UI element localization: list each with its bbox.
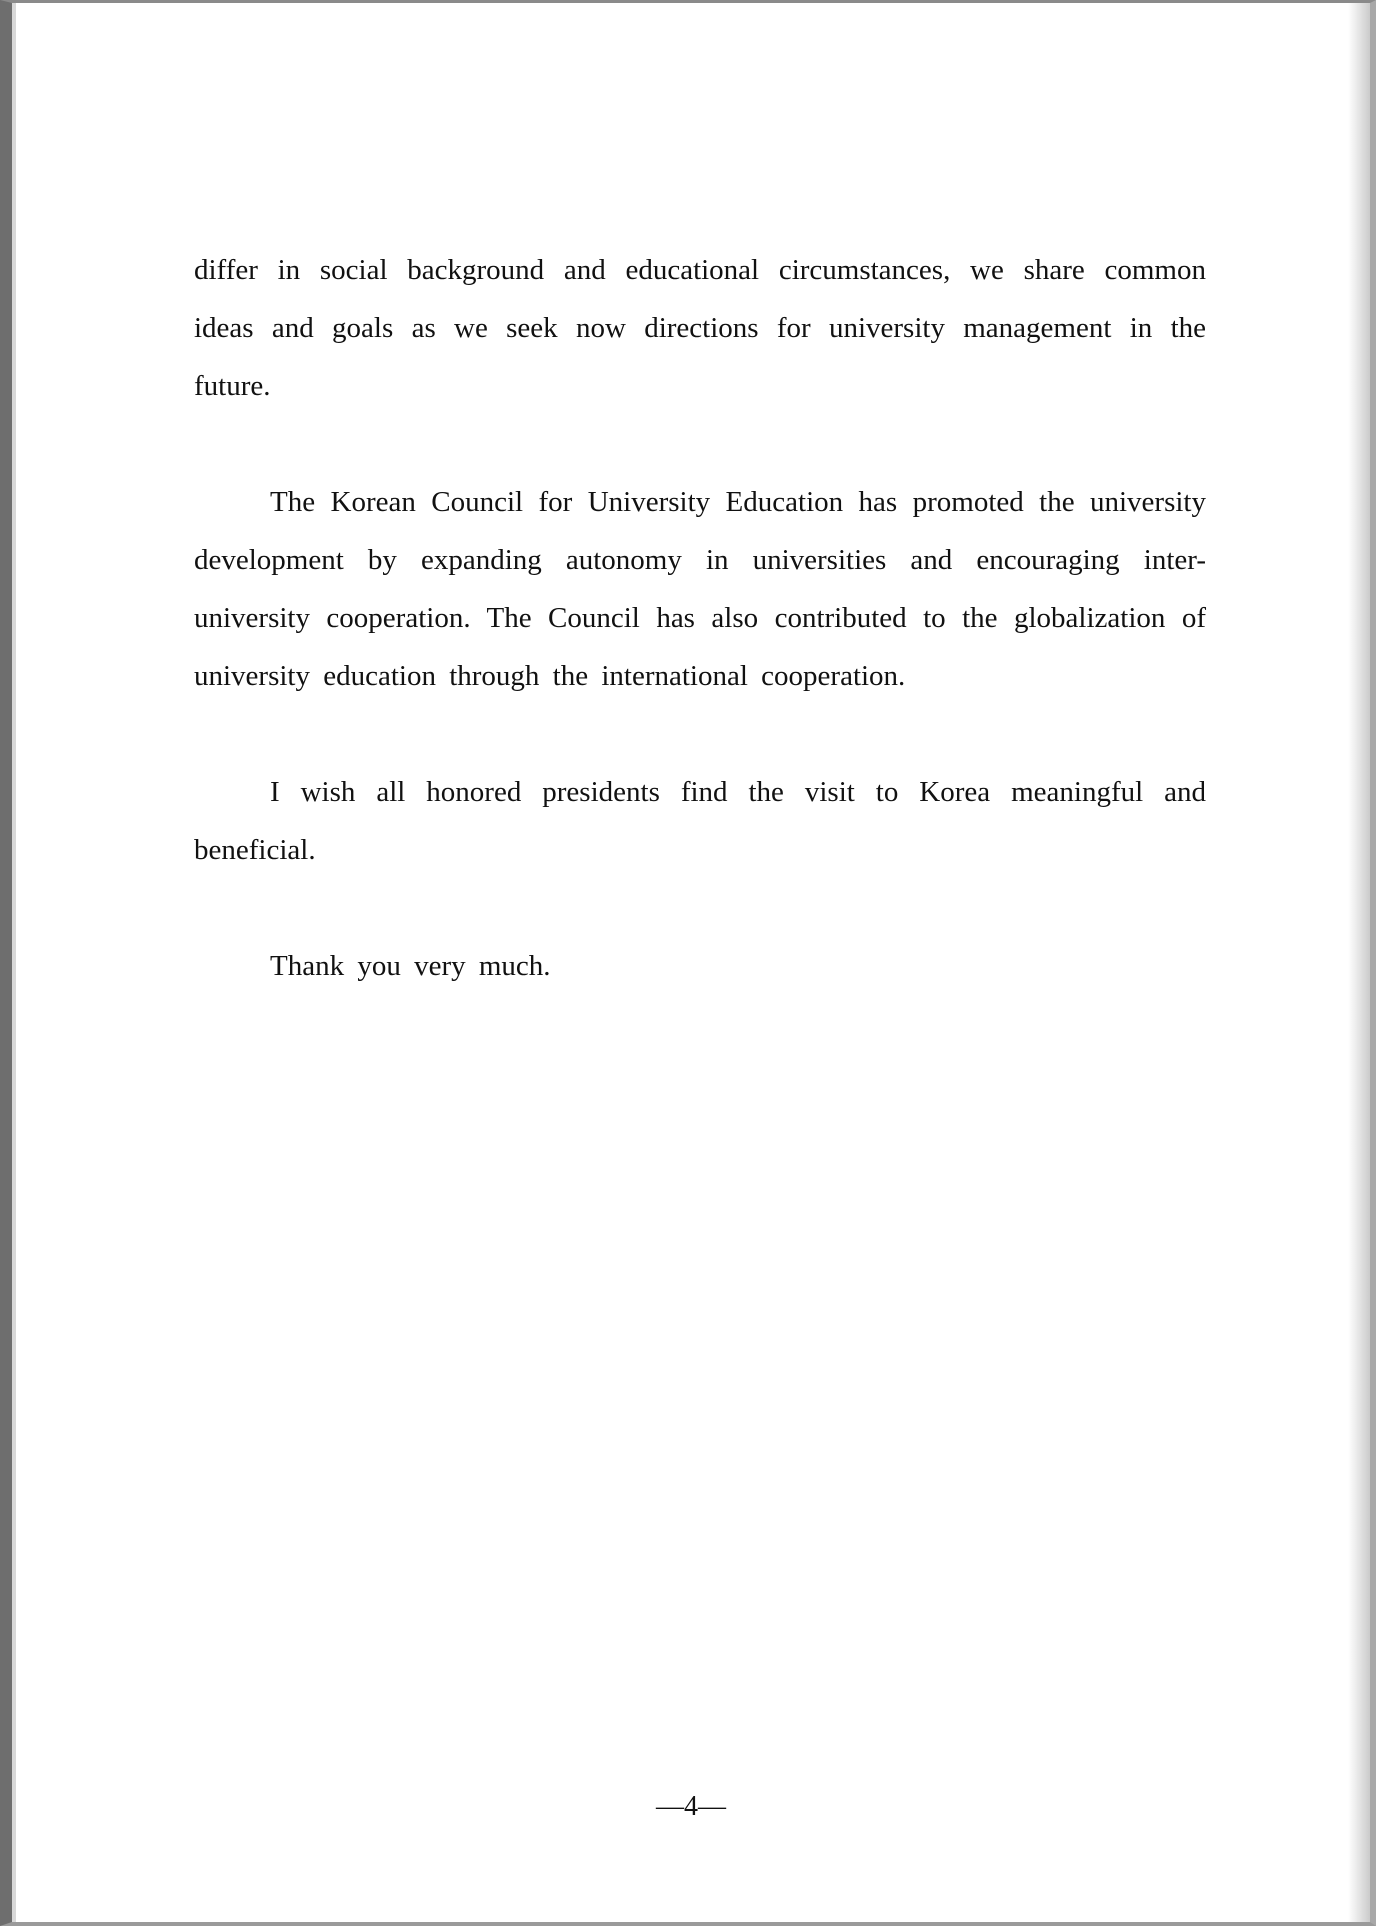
page-number: —4— <box>656 1791 726 1822</box>
paragraph-continuation: differ in social background and educational circumstances, we share common ideas and goals as we seek now directions for university management in the future. <box>194 254 1206 402</box>
paragraph-thanks: Thank you very much. <box>270 950 551 982</box>
body-text <box>194 241 1206 1053</box>
paragraph-council: The Korean Council for University Education has promoted the university development by expanding autonomy in universities and encouraging inter-university cooperation. The Council has also contributed to the globalization of university education through the international cooperation. <box>194 486 1206 692</box>
paragraph-wish: I wish all honored presidents find the visit to Korea meaningful and beneficial. <box>194 776 1206 866</box>
page-edge-shadow <box>1348 3 1370 1922</box>
